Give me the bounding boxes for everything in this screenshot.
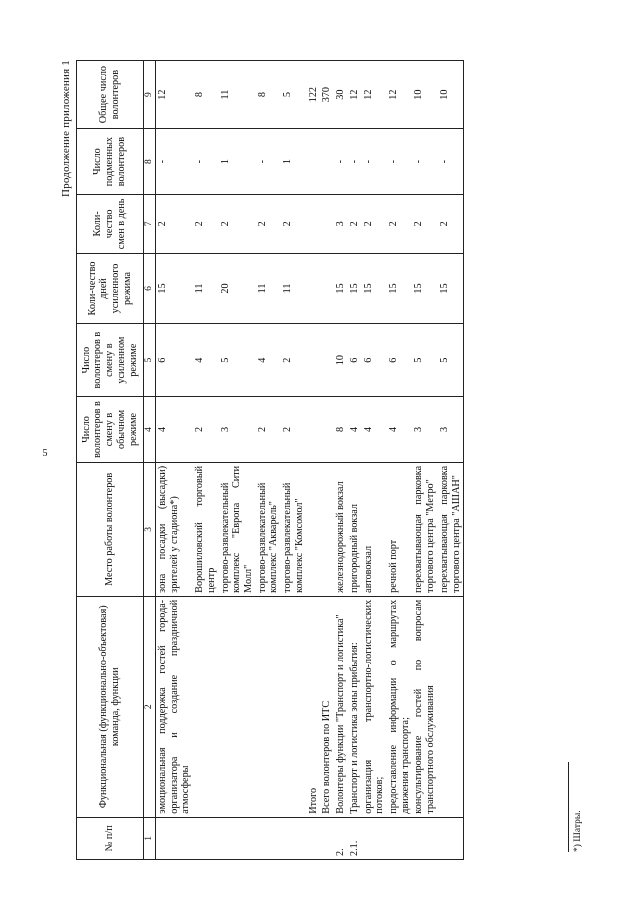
cell-c8: - bbox=[334, 129, 348, 195]
cell-c8: - bbox=[256, 129, 281, 195]
cell-place: автовокзал bbox=[362, 462, 387, 596]
cell-c4: 3 bbox=[219, 397, 256, 463]
cell-func bbox=[281, 596, 306, 817]
cell-place bbox=[307, 462, 321, 596]
rotated-page-content bbox=[60, 60, 640, 860]
table-row bbox=[256, 61, 281, 860]
cell-c8: 1 bbox=[219, 129, 256, 195]
column-header-7: Коли-чество смен в день bbox=[77, 195, 144, 254]
cell-place: речной порт bbox=[387, 462, 412, 596]
cell-c9: 12 bbox=[348, 61, 362, 129]
cell-c7: 2 bbox=[387, 195, 412, 254]
cell-c8: - bbox=[387, 129, 412, 195]
cell-func bbox=[256, 596, 281, 817]
cell-c5: 2 bbox=[281, 324, 306, 397]
cell-c9: 8 bbox=[256, 61, 281, 129]
cell-c4: 8 bbox=[334, 397, 348, 463]
cell-c5: 6 bbox=[362, 324, 387, 397]
cell-c6: 15 bbox=[156, 253, 194, 324]
cell-c7: 2 bbox=[219, 195, 256, 254]
table-row bbox=[281, 61, 306, 860]
cell-c7: 3 bbox=[334, 195, 348, 254]
cell-c8: - bbox=[412, 129, 437, 195]
table-row bbox=[219, 61, 256, 860]
cell-c9: 5 bbox=[281, 61, 306, 129]
cell-c8: 1 bbox=[281, 129, 306, 195]
cell-c6: 15 bbox=[334, 253, 348, 324]
cell-c9: 10 bbox=[438, 61, 464, 129]
cell-c5 bbox=[307, 324, 321, 397]
cell-func: консультирование гостей по вопросам транспортного обслуживания bbox=[412, 596, 437, 817]
cell-c6: 20 bbox=[219, 253, 256, 324]
column-header-4: Число волонтеров в смену в обычном режиме bbox=[77, 397, 144, 463]
cell-c9: 370 bbox=[320, 61, 334, 129]
cell-func: организация транспортно-логистических потоков; bbox=[362, 596, 387, 817]
table-row bbox=[412, 61, 437, 860]
cell-c5: 10 bbox=[334, 324, 348, 397]
cell-c6: 15 bbox=[412, 253, 437, 324]
cell-n bbox=[387, 817, 412, 859]
column-number-4: 4 bbox=[144, 397, 156, 463]
cell-n bbox=[219, 817, 256, 859]
column-header-2: Функциональная (функционально-объектовая) команда, функции bbox=[77, 596, 144, 817]
table-row bbox=[362, 61, 387, 860]
cell-place: пригородный вокзал bbox=[348, 462, 362, 596]
cell-c6: 15 bbox=[438, 253, 464, 324]
cell-c4: 4 bbox=[348, 397, 362, 463]
footnote: *) Шатры. bbox=[573, 810, 583, 852]
continuation-heading: Продолжение приложения 1 bbox=[60, 60, 72, 198]
cell-c4: 4 bbox=[156, 397, 194, 463]
cell-n: 2. bbox=[334, 817, 348, 859]
cell-c5: 4 bbox=[193, 324, 218, 397]
table-row bbox=[438, 61, 464, 860]
cell-c7: 2 bbox=[156, 195, 194, 254]
table-row bbox=[387, 61, 412, 860]
cell-func: предоставление информации о маршрутах движения транспорта; bbox=[387, 596, 412, 817]
cell-c6 bbox=[320, 253, 334, 324]
cell-place: перехватывающая парковка торгового центра "АШАН" bbox=[438, 462, 464, 596]
column-header-6: Коли-чество дней усиленного режима bbox=[77, 253, 144, 324]
cell-c4: 3 bbox=[438, 397, 464, 463]
cell-c8 bbox=[320, 129, 334, 195]
cell-c9: 12 bbox=[156, 61, 194, 129]
column-header-3: Место работы волонтеров bbox=[77, 462, 144, 596]
cell-c7: 2 bbox=[362, 195, 387, 254]
column-number-row bbox=[144, 61, 156, 860]
column-number-2: 2 bbox=[144, 596, 156, 817]
cell-n bbox=[156, 817, 194, 859]
column-number-5: 5 bbox=[144, 324, 156, 397]
column-header-1: № п/п bbox=[77, 817, 144, 859]
page-number: 5 bbox=[42, 448, 48, 459]
cell-c5: 6 bbox=[156, 324, 194, 397]
cell-func bbox=[438, 596, 464, 817]
cell-place: перехватывающая парковка торгового центра "Метро" bbox=[412, 462, 437, 596]
cell-c5: 5 bbox=[219, 324, 256, 397]
cell-func: Транспорт и логистика зоны прибытия: bbox=[348, 596, 362, 817]
table-row bbox=[307, 61, 321, 860]
column-number-6: 6 bbox=[144, 253, 156, 324]
cell-c9: 12 bbox=[362, 61, 387, 129]
cell-n bbox=[320, 817, 334, 859]
table-row bbox=[334, 61, 348, 860]
cell-n bbox=[256, 817, 281, 859]
cell-c5: 5 bbox=[412, 324, 437, 397]
cell-c9: 12 bbox=[387, 61, 412, 129]
cell-place: торгово-развлекательный комплекс "Комсомол" bbox=[281, 462, 306, 596]
cell-c6: 15 bbox=[387, 253, 412, 324]
column-number-3: 3 bbox=[144, 462, 156, 596]
cell-c6: 11 bbox=[281, 253, 306, 324]
column-number-9: 9 bbox=[144, 61, 156, 129]
cell-place: торгово-развлекательный комплекс "Европа Сити Молл" bbox=[219, 462, 256, 596]
cell-c8: - bbox=[156, 129, 194, 195]
cell-place: железнодорожный вокзал bbox=[334, 462, 348, 596]
cell-c6: 11 bbox=[193, 253, 218, 324]
header-row bbox=[77, 61, 144, 860]
cell-c4: 2 bbox=[281, 397, 306, 463]
cell-c9: 10 bbox=[412, 61, 437, 129]
cell-c5 bbox=[320, 324, 334, 397]
table-row bbox=[193, 61, 218, 860]
footnote-divider bbox=[568, 762, 569, 852]
cell-func: Всего волонтеров по ИТС bbox=[320, 596, 334, 817]
cell-c6: 15 bbox=[362, 253, 387, 324]
cell-c5: 6 bbox=[387, 324, 412, 397]
cell-c7: 2 bbox=[193, 195, 218, 254]
cell-c4: 4 bbox=[387, 397, 412, 463]
cell-c7: 2 bbox=[438, 195, 464, 254]
cell-func bbox=[219, 596, 256, 817]
cell-n bbox=[412, 817, 437, 859]
cell-c9: 122 bbox=[307, 61, 321, 129]
column-header-5: Число волонтеров в смену в усиленном режиме bbox=[77, 324, 144, 397]
cell-c7: 2 bbox=[348, 195, 362, 254]
cell-place: Ворошиловский торговый центр bbox=[193, 462, 218, 596]
cell-c8: - bbox=[348, 129, 362, 195]
cell-func bbox=[193, 596, 218, 817]
cell-c9: 11 bbox=[219, 61, 256, 129]
cell-place bbox=[320, 462, 334, 596]
cell-c9: 30 bbox=[334, 61, 348, 129]
cell-c6: 11 bbox=[256, 253, 281, 324]
cell-n bbox=[307, 817, 321, 859]
cell-func: эмоциональная поддержка гостей города-организатора и создание праздничной атмосферы bbox=[156, 596, 194, 817]
cell-c8 bbox=[307, 129, 321, 195]
column-number-7: 7 bbox=[144, 195, 156, 254]
cell-c6 bbox=[307, 253, 321, 324]
column-header-9: Общее число волонтеров bbox=[77, 61, 144, 129]
cell-n bbox=[193, 817, 218, 859]
cell-c9: 8 bbox=[193, 61, 218, 129]
cell-c7: 2 bbox=[281, 195, 306, 254]
cell-c4: 4 bbox=[362, 397, 387, 463]
cell-place: торгово-развлекательный комплекс "Акварель" bbox=[256, 462, 281, 596]
cell-n: 2.1. bbox=[348, 817, 362, 859]
cell-c7 bbox=[320, 195, 334, 254]
table-row bbox=[320, 61, 334, 860]
cell-c5: 6 bbox=[348, 324, 362, 397]
cell-n bbox=[438, 817, 464, 859]
cell-c7: 2 bbox=[256, 195, 281, 254]
column-number-1: 1 bbox=[144, 817, 156, 859]
cell-place: зона посадки (высадки) зрителей у стадиона*) bbox=[156, 462, 194, 596]
table-row bbox=[156, 61, 194, 860]
cell-c8: - bbox=[193, 129, 218, 195]
cell-n bbox=[362, 817, 387, 859]
cell-c4: 2 bbox=[193, 397, 218, 463]
cell-c4 bbox=[307, 397, 321, 463]
cell-c4: 3 bbox=[412, 397, 437, 463]
cell-n bbox=[281, 817, 306, 859]
cell-c4 bbox=[320, 397, 334, 463]
cell-func: Итого bbox=[307, 596, 321, 817]
cell-c5: 5 bbox=[438, 324, 464, 397]
column-header-8: Число подменных волонтеров bbox=[77, 129, 144, 195]
cell-c8: - bbox=[438, 129, 464, 195]
cell-c6: 15 bbox=[348, 253, 362, 324]
cell-c4: 2 bbox=[256, 397, 281, 463]
cell-c8: - bbox=[362, 129, 387, 195]
cell-c7 bbox=[307, 195, 321, 254]
table-row bbox=[348, 61, 362, 860]
cell-c7: 2 bbox=[412, 195, 437, 254]
column-number-8: 8 bbox=[144, 129, 156, 195]
table-body bbox=[156, 61, 464, 860]
volunteers-table bbox=[76, 60, 464, 860]
cell-func: Волонтеры функции "Транспорт и логистика" bbox=[334, 596, 348, 817]
cell-c5: 4 bbox=[256, 324, 281, 397]
